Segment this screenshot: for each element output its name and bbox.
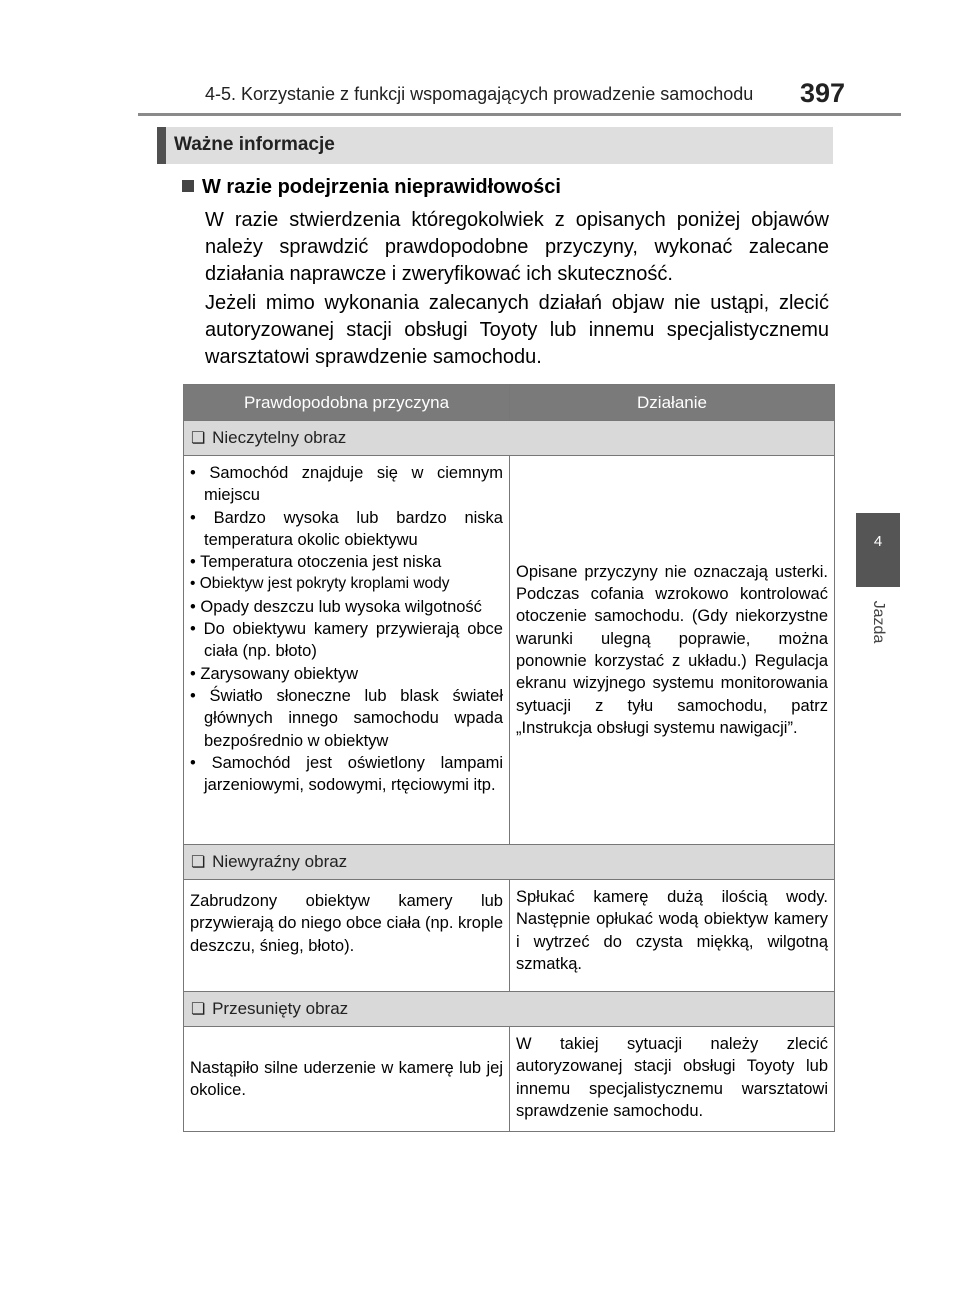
section-title: Przesunięty obraz xyxy=(212,999,349,1018)
chapter-tab-label-text: Jazda xyxy=(870,600,887,644)
cause-cell: Zabrudzony obiektyw kamery lub przywierają do niego obce ciała (np. krople deszczu, śnieg, błoto). xyxy=(184,880,510,992)
page-number: 397 xyxy=(800,78,846,108)
section-row xyxy=(184,421,835,456)
section-title-cell xyxy=(184,845,835,880)
cause-text: Do obiektywu kamery przywierają obce ciała (np. błoto) xyxy=(203,620,503,661)
action-cell: W takiej sytuacji należy zlecić autoryzowanej stacji obsługi Toyoty lub innemu specjalistycznemu warsztatowi sprawdzenie samochodu. xyxy=(510,1027,835,1132)
column-header-action: Działanie xyxy=(510,385,835,421)
cause-text: Światło słoneczne lub blask świateł głównych innego samochodu wpada bezpośrednio w obiektyw xyxy=(204,686,503,750)
list-item: • Bardzo wysoka lub bardzo niska temperatura okolic obiektywu xyxy=(190,508,503,549)
troubleshooting-table xyxy=(183,384,835,1132)
checkbox-icon: ❏ xyxy=(191,854,206,871)
cause-cell: Nastąpiło silne uderzenie w kamerę lub jej okolice. xyxy=(184,1027,510,1132)
list-item: • Opady deszczu lub wysoka wilgotność xyxy=(190,597,482,616)
cause-text: Opady deszczu lub wysoka wilgotność xyxy=(200,597,482,616)
list-item: • Światło słoneczne lub blask świateł głównych innego samochodu wpada bezpośrednio w obiektyw xyxy=(190,686,503,750)
list-item: • Do obiektywu kamery przywierają obce ciała (np. błoto) xyxy=(190,620,503,661)
header-divider xyxy=(138,113,901,116)
cause-text: Samochód znajduje się w ciemnym miejscu xyxy=(204,464,503,505)
table-row xyxy=(184,1027,835,1132)
subsection-heading xyxy=(182,176,561,199)
header-section-title: 4-5. Korzystanie z funkcji wspomagających prowadzenie samochodu xyxy=(205,84,754,104)
cause-text: Bardzo wysoka lub bardzo niska temperatura okolic obiektywu xyxy=(204,508,503,549)
list-item: • Obiektyw jest pokryty kroplami wody xyxy=(190,575,450,593)
column-header-cause: Prawdopodobna przyczyna xyxy=(184,385,510,421)
action-cell: Spłukać kamerę dużą ilością wody. Następnie opłukać wodą obiektyw kamery i wytrzeć do czysta miękką, wilgotną szmatką. xyxy=(510,880,835,992)
info-banner-title: Ważne informacje xyxy=(174,134,335,155)
list-item: • Samochód znajduje się w ciemnym miejscu xyxy=(190,464,503,505)
cause-text: Zarysowany obiektyw xyxy=(200,664,359,683)
cause-cell xyxy=(184,456,510,845)
section-title-cell xyxy=(184,992,835,1027)
section-row xyxy=(184,845,835,880)
checkbox-icon: ❏ xyxy=(191,1001,206,1018)
checkbox-icon: ❏ xyxy=(191,430,206,447)
list-item: • Zarysowany obiektyw xyxy=(190,664,359,683)
action-cell: Opisane przyczyny nie oznaczają usterki. Podczas cofania wzrokowo kontrolować otoczenie samochodu. (Gdy niekorzystne warunki ulegną poprawie, można ponownie korzystać z układu.) Regulacja ekranu wizyjnego systemu monitorowania sytuacji z tyłu samochodu, patrz „Instrukcja obsługi systemu nawigacji”. xyxy=(510,456,835,845)
section-row xyxy=(184,992,835,1027)
section-title: Nieczytelny obraz xyxy=(212,428,347,447)
table-header-row xyxy=(184,385,835,421)
list-item: • Temperatura otoczenia jest niska xyxy=(190,553,442,572)
table-row xyxy=(184,456,835,845)
chapter-tab-label xyxy=(863,592,893,652)
paragraph: W razie stwierdzenia któregokolwiek z opisanych poniżej objawów należy sprawdzić prawdopodobne przyczyny, wykonać zalecane działania naprawcze i zweryfikować ich skuteczność. xyxy=(205,209,829,285)
subsection-title: W razie podejrzenia nieprawidłowości xyxy=(202,176,561,198)
cause-text: Obiektyw jest pokryty kroplami wody xyxy=(199,575,450,593)
section-title-cell xyxy=(184,421,835,456)
list-item: • Samochód jest oświetlony lampami jarzeniowymi, sodowymi, rtęciowymi itp. xyxy=(190,753,503,795)
info-banner-accent xyxy=(157,127,166,164)
chapter-tab-number: 4 xyxy=(873,533,883,550)
cause-list xyxy=(190,462,503,796)
table-row xyxy=(184,880,835,992)
cause-text: Samochód jest oświetlony lampami jarzeniowymi, sodowymi, rtęciowymi itp. xyxy=(204,753,503,795)
cause-text: Temperatura otoczenia jest niska xyxy=(200,553,442,572)
chapter-tab xyxy=(856,513,900,587)
section-title: Niewyraźny obraz xyxy=(212,852,348,871)
paragraph: Jeżeli mimo wykonania zalecanych działań objaw nie ustąpi, zlecić autoryzowanej stacji obsługi Toyoty lub innemu specjalistycznemu warsztatowi sprawdzenie samochodu. xyxy=(205,292,829,368)
square-bullet-icon xyxy=(182,180,194,192)
